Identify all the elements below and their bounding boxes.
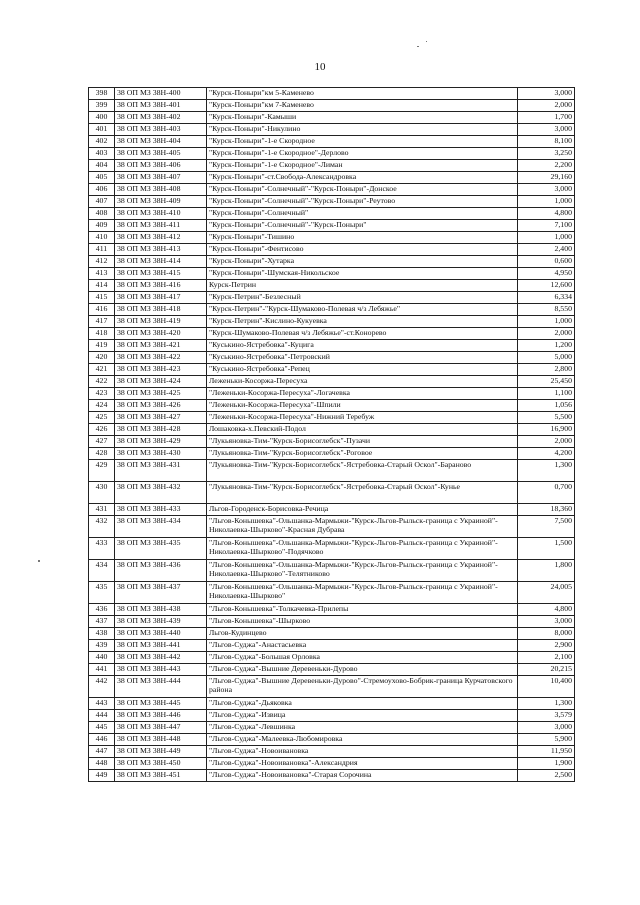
table-row bbox=[89, 722, 575, 734]
row-number: 430 bbox=[89, 482, 115, 504]
roads-table bbox=[88, 87, 575, 782]
row-number: 428 bbox=[89, 448, 115, 460]
road-code: 38 ОП МЗ 38Н-449 bbox=[115, 746, 207, 758]
row-number: 424 bbox=[89, 400, 115, 412]
road-name: "Курск-Поныри"-Тишино bbox=[207, 232, 518, 244]
table-row bbox=[89, 292, 575, 304]
row-number: 432 bbox=[89, 516, 115, 538]
table-row bbox=[89, 448, 575, 460]
road-length: 1,300 bbox=[518, 698, 575, 710]
table-row bbox=[89, 112, 575, 124]
road-length: 18,360 bbox=[518, 504, 575, 516]
road-code: 38 ОП МЗ 38Н-451 bbox=[115, 770, 207, 782]
road-name: "Куськино-Ястребовка"-Репец bbox=[207, 364, 518, 376]
road-code: 38 ОП МЗ 38Н-408 bbox=[115, 184, 207, 196]
row-number: 431 bbox=[89, 504, 115, 516]
table-row bbox=[89, 676, 575, 698]
row-number: 442 bbox=[89, 676, 115, 698]
road-name: "Льгов-Конышевка"-Ольшанка-Мармыжи-"Курск-Льгов-Рыльск-граница с Украиной"-Николаевка-Шырково" bbox=[207, 582, 518, 604]
row-number: 420 bbox=[89, 352, 115, 364]
road-code: 38 ОП МЗ 38Н-441 bbox=[115, 640, 207, 652]
road-code: 38 ОП МЗ 38Н-426 bbox=[115, 400, 207, 412]
road-name: "Леженьки-Косоржа-Пересуха"-Шпили bbox=[207, 400, 518, 412]
road-length: 1,000 bbox=[518, 316, 575, 328]
table-row bbox=[89, 172, 575, 184]
table-row bbox=[89, 232, 575, 244]
road-length: 5,900 bbox=[518, 734, 575, 746]
row-number: 400 bbox=[89, 112, 115, 124]
road-length: 24,005 bbox=[518, 582, 575, 604]
road-code: 38 ОП МЗ 38Н-415 bbox=[115, 268, 207, 280]
road-code: 38 ОП МЗ 38Н-414 bbox=[115, 256, 207, 268]
road-code: 38 ОП МЗ 38Н-417 bbox=[115, 292, 207, 304]
road-code: 38 ОП МЗ 38Н-447 bbox=[115, 722, 207, 734]
row-number: 418 bbox=[89, 328, 115, 340]
road-code: 38 ОП МЗ 38Н-419 bbox=[115, 316, 207, 328]
row-number: 409 bbox=[89, 220, 115, 232]
road-length: 2,400 bbox=[518, 244, 575, 256]
table-row bbox=[89, 88, 575, 100]
road-name: "Курск-Поныри"-Никулино bbox=[207, 124, 518, 136]
road-code: 38 ОП МЗ 38Н-430 bbox=[115, 448, 207, 460]
row-number: 425 bbox=[89, 412, 115, 424]
road-length: 2,000 bbox=[518, 328, 575, 340]
scan-speck bbox=[417, 46, 419, 47]
road-length: 2,000 bbox=[518, 436, 575, 448]
table-row bbox=[89, 582, 575, 604]
road-name: "Льгов-Суджа"-Большая Орловка bbox=[207, 652, 518, 664]
table-row bbox=[89, 482, 575, 504]
road-name: "Курск-Поныри"-Шумская-Никольское bbox=[207, 268, 518, 280]
road-length: 0,600 bbox=[518, 256, 575, 268]
road-name: "Курск-Петрин"-"Курск-Шумаково-Полевая ч/з Лебяжье" bbox=[207, 304, 518, 316]
road-code: 38 ОП МЗ 38Н-421 bbox=[115, 340, 207, 352]
road-name: "Курск-Поныри"км 5-Каменево bbox=[207, 88, 518, 100]
road-length: 1,300 bbox=[518, 460, 575, 482]
road-length: 7,100 bbox=[518, 220, 575, 232]
road-code: 38 ОП МЗ 38Н-429 bbox=[115, 436, 207, 448]
road-code: 38 ОП МЗ 38Н-436 bbox=[115, 560, 207, 582]
road-code: 38 ОП МЗ 38Н-401 bbox=[115, 100, 207, 112]
table-row bbox=[89, 268, 575, 280]
road-code: 38 ОП МЗ 38Н-439 bbox=[115, 616, 207, 628]
road-name: Леженьки-Косоржа-Пересуха bbox=[207, 376, 518, 388]
road-name: "Курск-Поныри"-Солнечный" bbox=[207, 208, 518, 220]
road-code: 38 ОП МЗ 38Н-420 bbox=[115, 328, 207, 340]
road-code: 38 ОП МЗ 38Н-405 bbox=[115, 148, 207, 160]
row-number: 404 bbox=[89, 160, 115, 172]
road-name: "Лукьяновка-Тим-"Курск-Борисоглебск"-Роговое bbox=[207, 448, 518, 460]
road-length: 11,950 bbox=[518, 746, 575, 758]
table-row bbox=[89, 208, 575, 220]
table-row bbox=[89, 184, 575, 196]
road-name: "Лукьяновка-Тим-"Курск-Борисоглебск"-Ястребовка-Старый Оскол"-Кунье bbox=[207, 482, 518, 504]
road-length: 8,550 bbox=[518, 304, 575, 316]
table-row bbox=[89, 710, 575, 722]
road-length: 3,000 bbox=[518, 184, 575, 196]
table-row bbox=[89, 698, 575, 710]
road-name: "Курск-Петрин"-Безлесный bbox=[207, 292, 518, 304]
road-name: "Курск-Петрин"-Кислино-Кукуевка bbox=[207, 316, 518, 328]
table-row bbox=[89, 652, 575, 664]
row-number: 426 bbox=[89, 424, 115, 436]
table-row bbox=[89, 196, 575, 208]
table-row bbox=[89, 400, 575, 412]
road-code: 38 ОП МЗ 38Н-437 bbox=[115, 582, 207, 604]
table-row bbox=[89, 316, 575, 328]
road-length: 1,000 bbox=[518, 196, 575, 208]
road-name: "Льгов-Суджа"-Малеевка-Любомировка bbox=[207, 734, 518, 746]
road-name: "Льгов-Конышевка"-Толкачевка-Прилепы bbox=[207, 604, 518, 616]
road-length: 3,000 bbox=[518, 88, 575, 100]
row-number: 449 bbox=[89, 770, 115, 782]
table-row bbox=[89, 560, 575, 582]
row-number: 448 bbox=[89, 758, 115, 770]
row-number: 414 bbox=[89, 280, 115, 292]
road-code: 38 ОП МЗ 38Н-418 bbox=[115, 304, 207, 316]
table-row bbox=[89, 220, 575, 232]
roads-table-body bbox=[89, 88, 575, 782]
table-row bbox=[89, 160, 575, 172]
row-number: 429 bbox=[89, 460, 115, 482]
road-length: 8,000 bbox=[518, 628, 575, 640]
table-row bbox=[89, 424, 575, 436]
table-row bbox=[89, 304, 575, 316]
row-number: 422 bbox=[89, 376, 115, 388]
road-name: "Куськино-Ястребовка"-Петровский bbox=[207, 352, 518, 364]
road-length: 1,056 bbox=[518, 400, 575, 412]
road-length: 4,800 bbox=[518, 604, 575, 616]
table-row bbox=[89, 352, 575, 364]
row-number: 410 bbox=[89, 232, 115, 244]
road-length: 1,500 bbox=[518, 538, 575, 560]
road-name: "Курск-Поныри"-Солнечный"-"Курск-Поныри"-Донское bbox=[207, 184, 518, 196]
road-length: 2,900 bbox=[518, 640, 575, 652]
road-code: 38 ОП МЗ 38Н-433 bbox=[115, 504, 207, 516]
road-code: 38 ОП МЗ 38Н-443 bbox=[115, 664, 207, 676]
road-name: "Льгов-Конышевка"-Ольшанка-Мармыжи-"Курск-Льгов-Рыльск-граница с Украиной"-Николаевка-Шырково"-Телятниково bbox=[207, 560, 518, 582]
road-code: 38 ОП МЗ 38Н-407 bbox=[115, 172, 207, 184]
table-row bbox=[89, 436, 575, 448]
road-code: 38 ОП МЗ 38Н-424 bbox=[115, 376, 207, 388]
road-code: 38 ОП МЗ 38Н-400 bbox=[115, 88, 207, 100]
road-code: 38 ОП МЗ 38Н-410 bbox=[115, 208, 207, 220]
road-code: 38 ОП МЗ 38Н-402 bbox=[115, 112, 207, 124]
road-code: 38 ОП МЗ 38Н-442 bbox=[115, 652, 207, 664]
table-row bbox=[89, 664, 575, 676]
road-length: 3,579 bbox=[518, 710, 575, 722]
row-number: 408 bbox=[89, 208, 115, 220]
row-number: 436 bbox=[89, 604, 115, 616]
table-row bbox=[89, 124, 575, 136]
road-length: 6,334 bbox=[518, 292, 575, 304]
row-number: 427 bbox=[89, 436, 115, 448]
road-code: 38 ОП МЗ 38Н-409 bbox=[115, 196, 207, 208]
row-number: 398 bbox=[89, 88, 115, 100]
road-length: 2,800 bbox=[518, 364, 575, 376]
road-length: 3,000 bbox=[518, 616, 575, 628]
row-number: 415 bbox=[89, 292, 115, 304]
table-row bbox=[89, 244, 575, 256]
table-row bbox=[89, 616, 575, 628]
road-code: 38 ОП МЗ 38Н-445 bbox=[115, 698, 207, 710]
row-number: 411 bbox=[89, 244, 115, 256]
road-name: "Льгов-Суджа"-Извица bbox=[207, 710, 518, 722]
road-length: 16,900 bbox=[518, 424, 575, 436]
row-number: 440 bbox=[89, 652, 115, 664]
road-length: 0,700 bbox=[518, 482, 575, 504]
table-row bbox=[89, 504, 575, 516]
table-row bbox=[89, 628, 575, 640]
row-number: 417 bbox=[89, 316, 115, 328]
road-code: 38 ОП МЗ 38Н-446 bbox=[115, 710, 207, 722]
road-name: "Льгов-Суджа"-Вышние Деревеньки-Дурово"-Стремоухово-Бобрик-граница Курчатовского района bbox=[207, 676, 518, 698]
road-name: "Курск-Поныри"км 7-Каменево bbox=[207, 100, 518, 112]
road-name: "Куськино-Ястребовка"-Куцига bbox=[207, 340, 518, 352]
road-length: 3,000 bbox=[518, 722, 575, 734]
table-row bbox=[89, 136, 575, 148]
road-length: 2,000 bbox=[518, 100, 575, 112]
table-row bbox=[89, 734, 575, 746]
row-number: 435 bbox=[89, 582, 115, 604]
road-code: 38 ОП МЗ 38Н-440 bbox=[115, 628, 207, 640]
row-number: 405 bbox=[89, 172, 115, 184]
road-name: "Льгов-Суджа"-Дьяковка bbox=[207, 698, 518, 710]
row-number: 401 bbox=[89, 124, 115, 136]
table-row bbox=[89, 770, 575, 782]
row-number: 437 bbox=[89, 616, 115, 628]
table-row bbox=[89, 256, 575, 268]
road-name: Льгов-Городенск-Борисовка-Речица bbox=[207, 504, 518, 516]
road-code: 38 ОП МЗ 38Н-416 bbox=[115, 280, 207, 292]
road-name: "Курск-Поныри"-1-е Скородное bbox=[207, 136, 518, 148]
row-number: 399 bbox=[89, 100, 115, 112]
row-number: 416 bbox=[89, 304, 115, 316]
road-name: Курск-Петрин bbox=[207, 280, 518, 292]
road-length: 20,215 bbox=[518, 664, 575, 676]
road-name: "Лукьяновка-Тим-"Курск-Борисоглебск"-Ястребовка-Старый Оскол"-Бараново bbox=[207, 460, 518, 482]
road-name: Лошаковка-х.Певский-Подол bbox=[207, 424, 518, 436]
road-name: "Льгов-Суджа"-Новоивановка"-Александрия bbox=[207, 758, 518, 770]
road-length: 1,900 bbox=[518, 758, 575, 770]
row-number: 444 bbox=[89, 710, 115, 722]
road-name: "Льгов-Конышевка"-Ольшанка-Мармыжи-"Курск-Льгов-Рыльск-граница с Украиной"-Николаевка-Шырково"-Красная Дубрава bbox=[207, 516, 518, 538]
scan-speck bbox=[38, 560, 40, 562]
road-code: 38 ОП МЗ 38Н-422 bbox=[115, 352, 207, 364]
scan-speck bbox=[426, 41, 427, 42]
road-length: 29,160 bbox=[518, 172, 575, 184]
road-code: 38 ОП МЗ 38Н-427 bbox=[115, 412, 207, 424]
road-name: "Курск-Поныри"-Фентисово bbox=[207, 244, 518, 256]
table-row bbox=[89, 100, 575, 112]
row-number: 406 bbox=[89, 184, 115, 196]
road-length: 4,950 bbox=[518, 268, 575, 280]
road-name: "Леженьки-Косоржа-Пересуха"-Нижний Теребуж bbox=[207, 412, 518, 424]
road-code: 38 ОП МЗ 38Н-444 bbox=[115, 676, 207, 698]
road-length: 4,200 bbox=[518, 448, 575, 460]
road-length: 10,400 bbox=[518, 676, 575, 698]
road-length: 2,200 bbox=[518, 160, 575, 172]
road-code: 38 ОП МЗ 38Н-412 bbox=[115, 232, 207, 244]
road-length: 3,250 bbox=[518, 148, 575, 160]
table-row bbox=[89, 746, 575, 758]
road-code: 38 ОП МЗ 38Н-425 bbox=[115, 388, 207, 400]
table-row bbox=[89, 538, 575, 560]
table-row bbox=[89, 340, 575, 352]
road-name: "Леженьки-Косоржа-Пересуха"-Логачевка bbox=[207, 388, 518, 400]
road-code: 38 ОП МЗ 38Н-403 bbox=[115, 124, 207, 136]
road-name: "Курск-Поныри"-Солнечный"-"Курск-Поныри"-Реутово bbox=[207, 196, 518, 208]
road-code: 38 ОП МЗ 38Н-423 bbox=[115, 364, 207, 376]
road-name: "Льгов-Суджа"-Вышние Деревеньки-Дурово bbox=[207, 664, 518, 676]
road-code: 38 ОП МЗ 38Н-431 bbox=[115, 460, 207, 482]
road-name: "Курск-Поныри"-1-е Скородное"-Дерлово bbox=[207, 148, 518, 160]
road-length: 3,000 bbox=[518, 124, 575, 136]
road-length: 7,500 bbox=[518, 516, 575, 538]
table-row bbox=[89, 364, 575, 376]
row-number: 438 bbox=[89, 628, 115, 640]
road-name: "Лукьяновка-Тим-"Курск-Борисоглебск"-Пузачи bbox=[207, 436, 518, 448]
road-name: "Курск-Поныри"-Солнечный"-"Курск-Поныри" bbox=[207, 220, 518, 232]
road-name: "Курск-Поныри"-1-е Скородное"-Лиман bbox=[207, 160, 518, 172]
road-name: "Льгов-Суджа"-Новоивановка"-Старая Сорочина bbox=[207, 770, 518, 782]
table-row bbox=[89, 388, 575, 400]
road-code: 38 ОП МЗ 38Н-435 bbox=[115, 538, 207, 560]
row-number: 445 bbox=[89, 722, 115, 734]
road-length: 4,800 bbox=[518, 208, 575, 220]
road-name: "Курск-Шумаково-Полевая ч/з Лебяжье"-ст.Конорево bbox=[207, 328, 518, 340]
road-code: 38 ОП МЗ 38Н-432 bbox=[115, 482, 207, 504]
road-name: "Льгов-Суджа"-Новоивановка bbox=[207, 746, 518, 758]
road-name: "Льгов-Конышевка"-Ольшанка-Мармыжи-"Курск-Льгов-Рыльск-граница с Украиной"-Николаевка-Шырково"-Подячково bbox=[207, 538, 518, 560]
row-number: 433 bbox=[89, 538, 115, 560]
road-length: 1,800 bbox=[518, 560, 575, 582]
row-number: 413 bbox=[89, 268, 115, 280]
table-row bbox=[89, 516, 575, 538]
road-code: 38 ОП МЗ 38Н-434 bbox=[115, 516, 207, 538]
road-name: "Льгов-Конышевка"-Шырково bbox=[207, 616, 518, 628]
road-name: Льгов-Кудинцево bbox=[207, 628, 518, 640]
row-number: 446 bbox=[89, 734, 115, 746]
road-length: 1,200 bbox=[518, 340, 575, 352]
road-code: 38 ОП МЗ 38Н-404 bbox=[115, 136, 207, 148]
road-length: 12,600 bbox=[518, 280, 575, 292]
table-row bbox=[89, 758, 575, 770]
row-number: 407 bbox=[89, 196, 115, 208]
road-length: 5,000 bbox=[518, 352, 575, 364]
road-code: 38 ОП МЗ 38Н-413 bbox=[115, 244, 207, 256]
road-length: 1,000 bbox=[518, 232, 575, 244]
row-number: 443 bbox=[89, 698, 115, 710]
road-code: 38 ОП МЗ 38Н-448 bbox=[115, 734, 207, 746]
row-number: 447 bbox=[89, 746, 115, 758]
row-number: 434 bbox=[89, 560, 115, 582]
row-number: 439 bbox=[89, 640, 115, 652]
table-row bbox=[89, 148, 575, 160]
table-row bbox=[89, 460, 575, 482]
table-row bbox=[89, 604, 575, 616]
road-name: "Курск-Поныри"-Камыши bbox=[207, 112, 518, 124]
road-code: 38 ОП МЗ 38Н-411 bbox=[115, 220, 207, 232]
road-code: 38 ОП МЗ 38Н-428 bbox=[115, 424, 207, 436]
row-number: 441 bbox=[89, 664, 115, 676]
road-code: 38 ОП МЗ 38Н-438 bbox=[115, 604, 207, 616]
table-row bbox=[89, 412, 575, 424]
table-row bbox=[89, 640, 575, 652]
table-row bbox=[89, 280, 575, 292]
row-number: 403 bbox=[89, 148, 115, 160]
road-code: 38 ОП МЗ 38Н-450 bbox=[115, 758, 207, 770]
table-row bbox=[89, 328, 575, 340]
road-name: "Льгов-Суджа"-Левшинка bbox=[207, 722, 518, 734]
road-length: 5,500 bbox=[518, 412, 575, 424]
row-number: 419 bbox=[89, 340, 115, 352]
road-length: 1,100 bbox=[518, 388, 575, 400]
road-length: 25,450 bbox=[518, 376, 575, 388]
road-name: "Курск-Поныри"-ст.Свобода-Александровка bbox=[207, 172, 518, 184]
row-number: 421 bbox=[89, 364, 115, 376]
road-name: "Льгов-Суджа"-Анастасьевка bbox=[207, 640, 518, 652]
road-name: "Курск-Поныри"-Хутарка bbox=[207, 256, 518, 268]
road-length: 2,500 bbox=[518, 770, 575, 782]
row-number: 423 bbox=[89, 388, 115, 400]
road-code: 38 ОП МЗ 38Н-406 bbox=[115, 160, 207, 172]
road-length: 8,100 bbox=[518, 136, 575, 148]
road-length: 1,700 bbox=[518, 112, 575, 124]
row-number: 402 bbox=[89, 136, 115, 148]
row-number: 412 bbox=[89, 256, 115, 268]
table-row bbox=[89, 376, 575, 388]
page-number: 10 bbox=[314, 61, 326, 73]
road-length: 2,100 bbox=[518, 652, 575, 664]
